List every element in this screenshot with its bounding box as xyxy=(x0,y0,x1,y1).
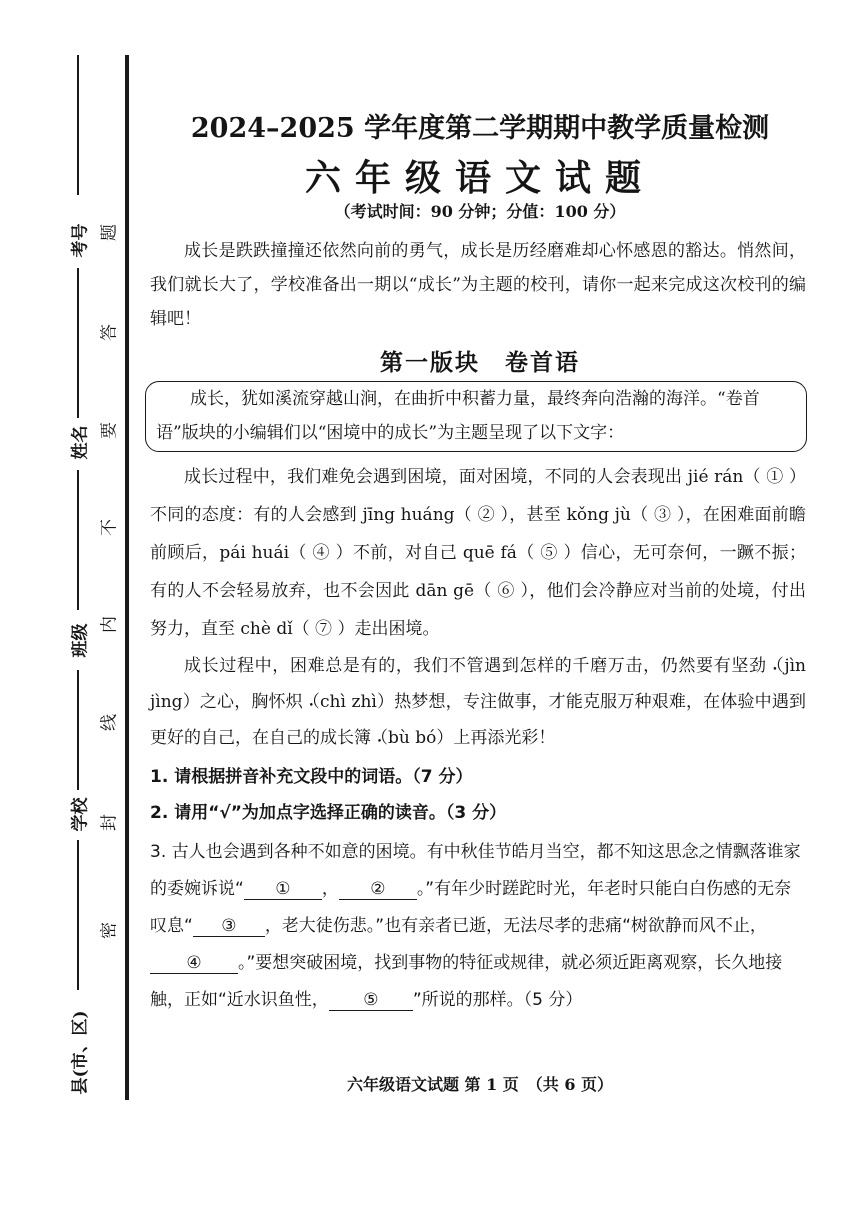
question-text: ， xyxy=(321,879,339,899)
passage-paragraph-2 xyxy=(150,648,806,756)
seal-char: 线 xyxy=(99,714,120,731)
question-text: ，老大徒伤悲。”也有亲者已逝，无法尽孝的悲痛“树欲静而风不止， xyxy=(264,916,767,936)
question-3 xyxy=(150,834,806,1019)
dotted-char: 炽 • xyxy=(286,692,303,712)
question-text: 3. 古人也会遇到各种不如意的困境。有中秋佳节皓月当空，都不知这思念之情飘落谁家的委婉诉说“ xyxy=(150,842,801,899)
passage-text: 成长过程中，困难总是有的，我们不管遇到怎样的千磨万击，仍然要有坚 xyxy=(184,656,750,676)
seal-char: 密 xyxy=(99,922,120,939)
name-label: 姓名 xyxy=(70,425,91,460)
exam-meta: （考试时间：90 分钟；分值：100 分） xyxy=(334,202,626,221)
exam-title: 2024–2025 学年度第二学期期中教学质量检测 xyxy=(190,113,770,144)
page-footer: 六年级语文试题 第 1 页 （共 6 页） xyxy=(346,1075,614,1094)
name-line xyxy=(77,268,79,418)
question-2: 2. 请用“√”为加点字选择正确的读音。（3 分） xyxy=(150,803,507,823)
exam-no-label: 考号 xyxy=(70,223,91,258)
question-1: 1. 请根据拼音补充文段中的词语。（7 分） xyxy=(150,767,473,787)
passage-text: （jìn jìng）之心，胸怀 xyxy=(150,656,807,712)
question-text: 。”有年少时蹉跎时光，年老时只能白白伤感的无奈叹息“ xyxy=(150,879,792,936)
quote-box xyxy=(145,381,807,452)
question-text: ”所说的那样。（5 分） xyxy=(412,990,583,1010)
dotted-char: 劲 • xyxy=(749,656,767,676)
passage-paragraph-1: 成长过程中，我们难免会遇到困境，面对困境，不同的人会表现出 jié rán（ ① ）不同的态度：有的人会感到 jīng huáng（ ② ），甚至 kǒng jù（ ③ ），在困难面前瞻前顾后，pái huái（ ④ ）不前，对自己 quē fá（ ⑤ ）信心，无可奈何，一蹶不振；有的人不会轻易放弃，也不会因此 dān gē（ ⑥ ），他们会冷静应对当前的处境，付出努力，直至 chè dǐ（ ⑦ ）走出困境。 xyxy=(150,467,806,639)
seal-char: 要 xyxy=(99,422,120,439)
county-label: 县(市、区) xyxy=(70,1010,91,1095)
seal-char: 题 xyxy=(99,224,120,241)
answer-blank[interactable]: ③ xyxy=(193,916,265,937)
passage-text: （chì zhì）热梦想，专注做事，才能克服万种艰难，在体验中遇到更好的自己，在自己的成长 xyxy=(150,692,806,748)
seal-char: 答 xyxy=(99,324,120,341)
paper-title: 六年级语文试题 xyxy=(304,157,655,199)
exam-no-line xyxy=(77,55,79,195)
class-label: 班级 xyxy=(70,623,91,658)
dotted-char: 簿 • xyxy=(354,728,371,748)
passage-text: （bù bó）上再添光彩！ xyxy=(371,728,556,748)
quote-text: 成长，犹如溪流穿越山涧，在曲折中积蓄力量，最终奔向浩瀚的海洋。“卷首语”版块的小编辑们以“困境中的成长”为主题呈现了以下文字： xyxy=(156,389,760,443)
intro-paragraph: 成长是跌跌撞撞还依然向前的勇气，成长是历经磨难却心怀感恩的豁达。悄然间，我们就长大了，学校准备出一期以“成长”为主题的校刊，请你一起来完成这次校刊的编辑吧！ xyxy=(150,241,806,329)
seal-char: 封 xyxy=(99,814,120,831)
answer-blank[interactable]: ① xyxy=(244,879,322,900)
answer-blank[interactable]: ⑤ xyxy=(329,990,413,1011)
question-text: 。”要想突破困境，找到事物的特征或规律，就必须近距离观察，长久地接触，正如“近水识鱼性， xyxy=(150,953,783,1010)
seal-char: 内 xyxy=(99,616,120,633)
class-line xyxy=(77,470,79,610)
section-title: 第一版块 卷首语 xyxy=(380,350,580,376)
school-label: 学校 xyxy=(70,797,91,832)
seal-char: 不 xyxy=(99,519,120,536)
answer-blank[interactable]: ④ xyxy=(150,953,238,974)
binding-rule xyxy=(125,55,129,1100)
county-line xyxy=(77,840,79,990)
school-line xyxy=(77,670,79,790)
answer-blank[interactable]: ② xyxy=(339,879,417,900)
